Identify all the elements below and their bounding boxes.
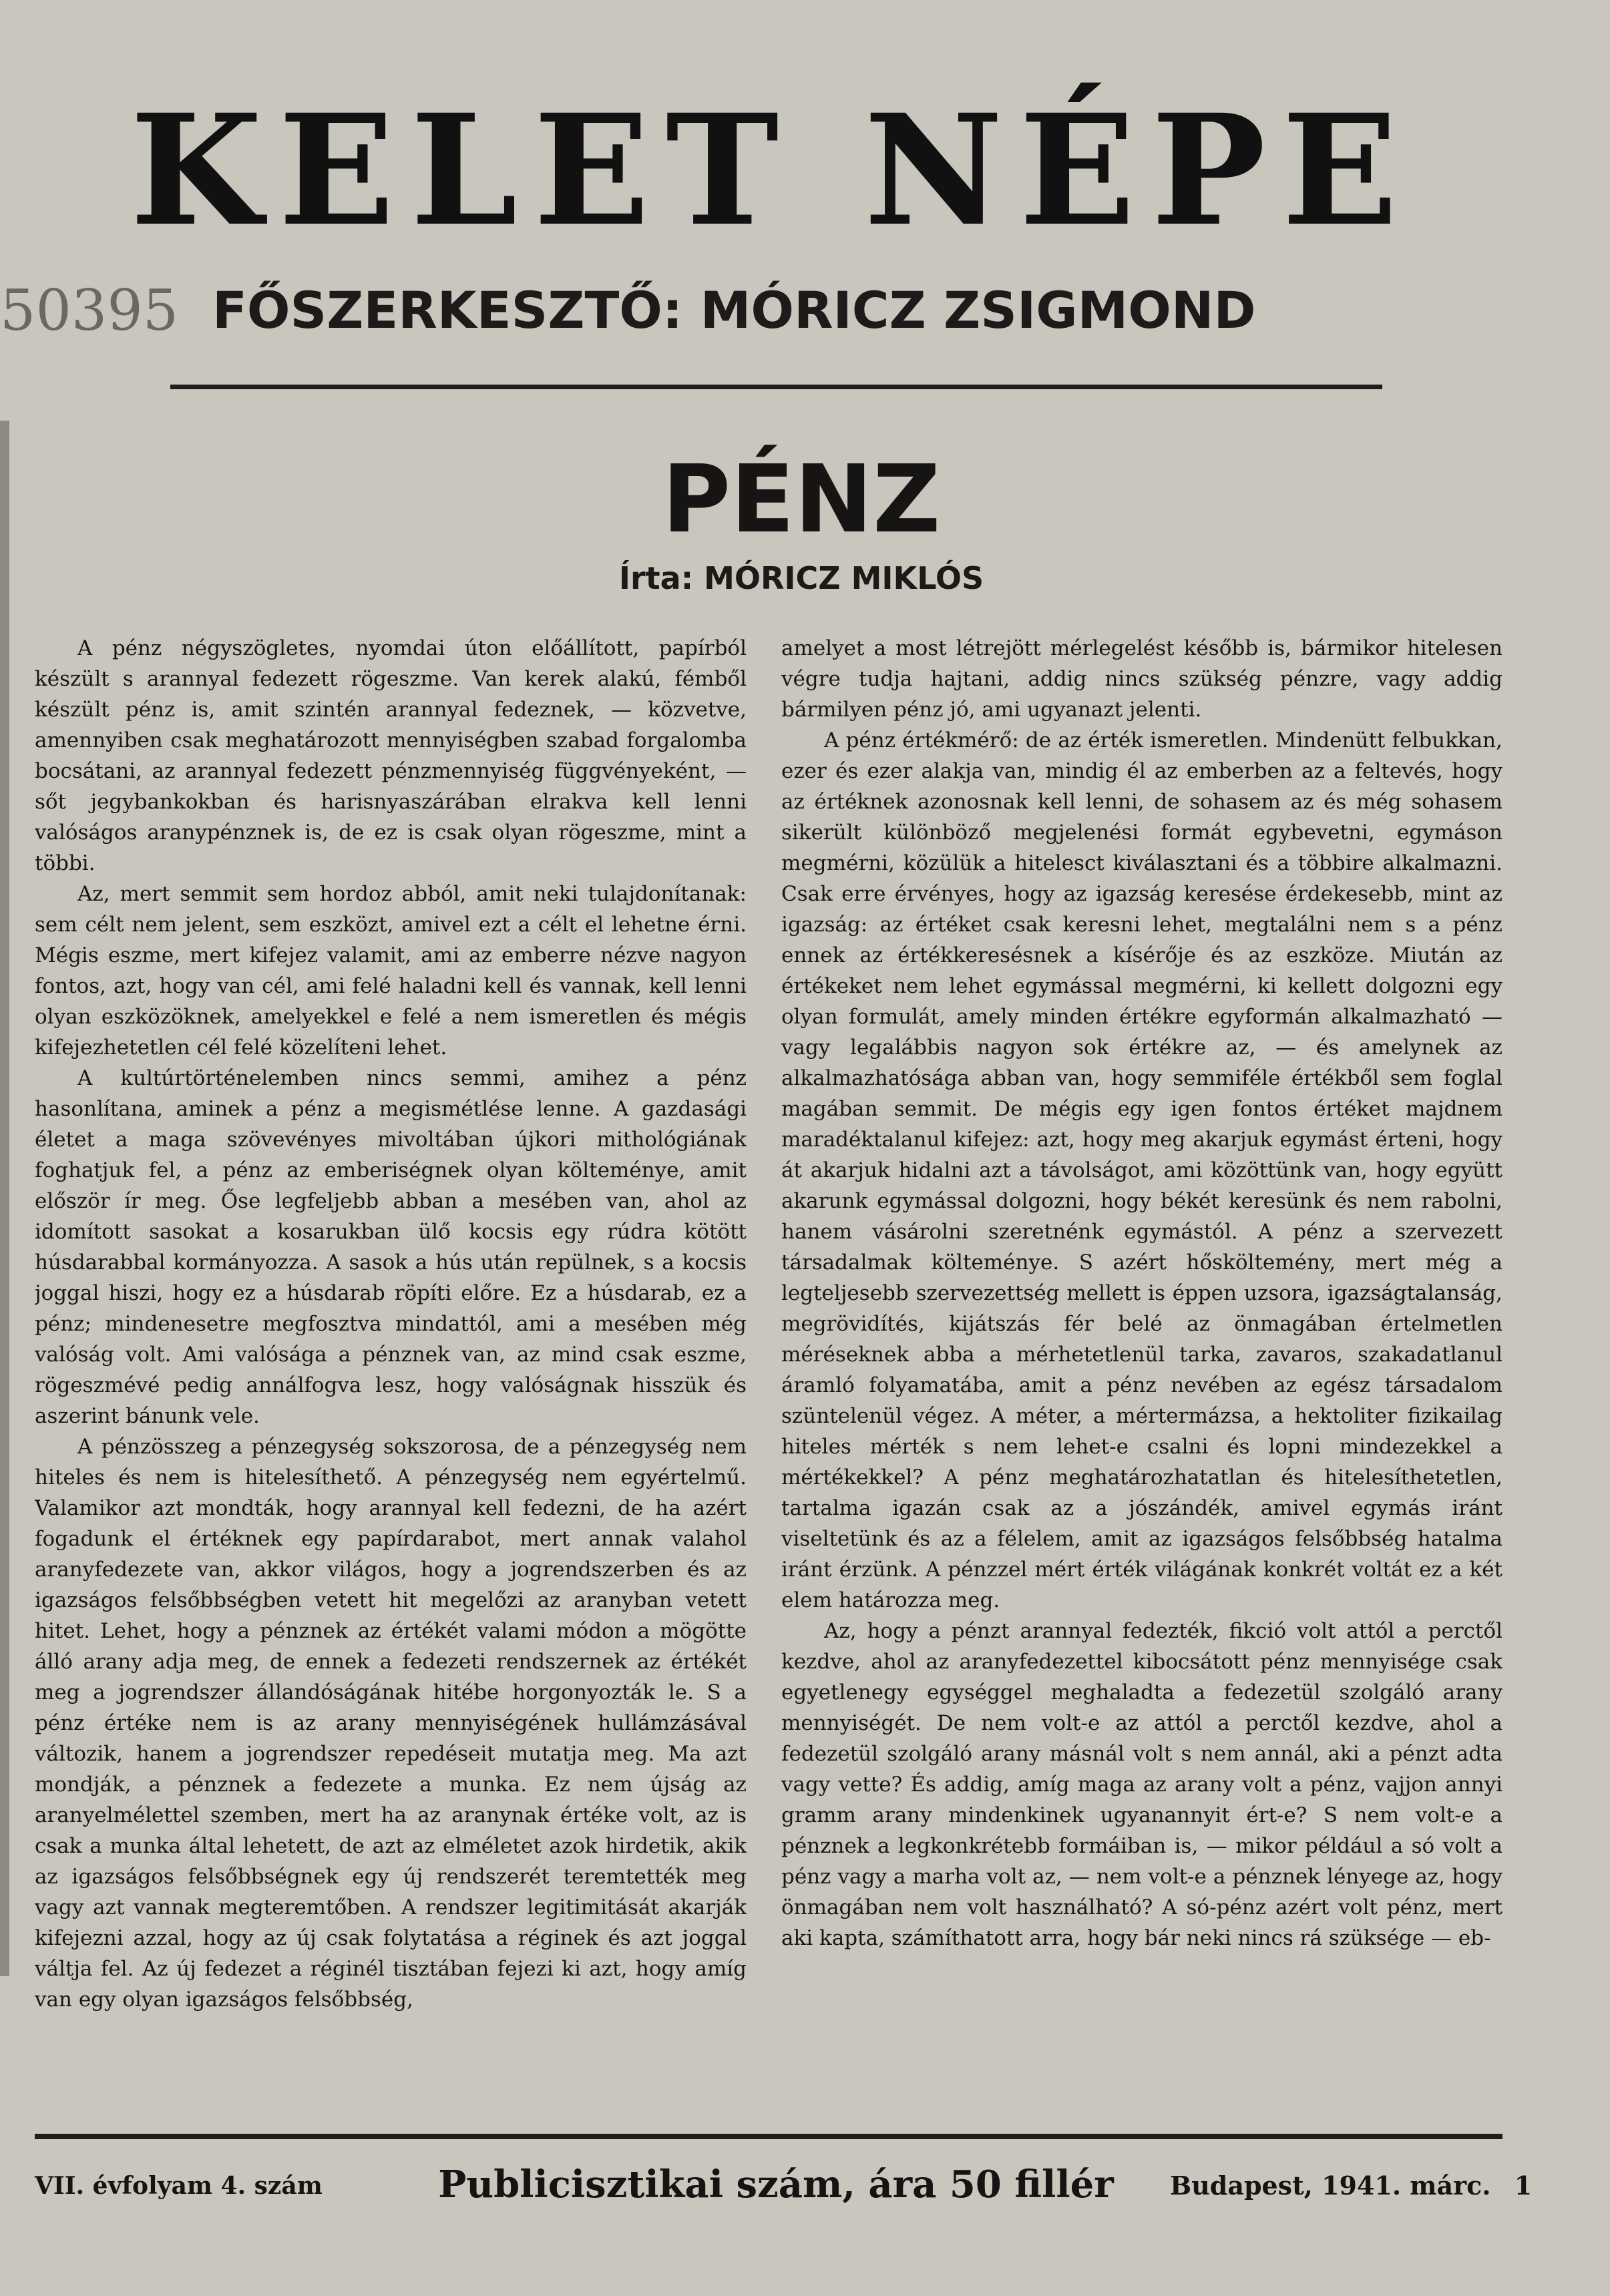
paragraph: A pénz értékmérő: de az érték ismeretlen. Mindenütt felbukkan, ezer és ezer alakja van, mindig él az emberben az a feltevés, hogy az értéknek azonosnak kell lenni, de sohasem az és még sohasem sikerült különböző megjelenési formát egybevetni, egymáson megmérni, közülük a hitelesct kiválasztani és a többire alkalmazni. Csak erre érvényes, hogy az igazság keresése érdekesebb, mint az igazság: az értéket csak keresni lehet, megtalálni nem s a pénz ennek az értékkeresésnek a kísérője és az eszköze. Miután az értékeket nem lehet egymással megmérni, ki kellett dolgozni egy olyan formulát, amely minden értékre egyformán alkalmazható — vagy legalábbis nagyon sok értékre az, — és amelynek az alkalmazhatósága abban van, hogy semmiféle értékből sem foglal magában semmit. De mégis egy igen fontos értéket majdnem maradéktalanul kifejez: azt, hogy meg akarjuk egymást érteni, hogy át akarjuk hidalni azt a távolságot, ami közöttünk van, hogy együtt akarunk egymással dolgozni, hogy békét keresünk és nem rabolni, hanem vásárolni szeretnénk egymástól. A pénz a szervezett társadalmak költeménye. S azért hősköltemény, mert még a legteljesebb szervezettség mellett is éppen uzsora, igazságtalanság, megrövidítés, kijátszás fér belé az önmagában értelmetlen méréseknek abba a mérhetetlenül tarka, zavaros, szakadatlanul áramló folyamatába, amit a pénz nevében az egész társadalom szüntelenül végez. A méter, a mértermázsa, a hektoliter fizikailag hiteles mérték s nem lehet-e csalni és lopni mindezekkel a mértékekkel? A pénz meghatározhatatlan és hitelesíthetetlen, tartalma igazán csak az a jószándék, amivel egymás iránt viseltetünk és az a félelem, amit az igazságos felsőbbség hatalma iránt érzünk. A pénzzel mért érték világának konkrét voltát ez a két elem határozza meg. bbox=[781, 728, 1502, 1612]
place-date-page bbox=[1170, 2166, 1533, 2206]
footer bbox=[35, 2151, 1533, 2218]
article-title: PÉNZ bbox=[662, 445, 941, 554]
masthead-title: KELET NÉPE bbox=[130, 81, 1414, 260]
paragraph: A pénz négyszögletes, nyomdai úton előállított, papírból készült s arannyal fedezett rögeszme. Van kerek alakú, fémből készült pénz is, amit szintén arannyal fedeznek, — közvetve, amennyiben csak meghatározott mennyiségben szabad forgalomba bocsátani, az arannyal fedezett pénzmennyiség függvényeként, — sőt jegybankokban és harisnyaszárában elrakva kell lenni valóságos aranypénznek is, de ez is csak olyan rögeszme, mint a többi. bbox=[35, 636, 747, 875]
paragraph: amelyet a most létrejött mérlegelést később is, bármikor hitelesen végre tudja hajtani, addig nincs szükség pénzre, vagy addig bármilyen pénz jó, ami ugyanazt jelenti. bbox=[781, 636, 1502, 722]
volume-info: VII. évfolyam 4. szám bbox=[35, 2172, 323, 2200]
place-date: Budapest, 1941. márc. bbox=[1170, 2170, 1491, 2201]
header-divider bbox=[170, 385, 1382, 389]
scan-edge-shadow bbox=[0, 421, 9, 1976]
issue-price: Publicisztikai szám, ára 50 fillér bbox=[438, 2162, 1114, 2207]
paragraph: Az, hogy a pénzt arannyal fedezték, fikció volt attól a perctől kezdve, ahol az aranyfedezettel kibocsátott pénz mennyisége csak egyetlenegy egységgel meghaladta a fedezetül szolgáló arany mennyiségét. De nem volt-e az attól a perctől kezdve, ahol a fedezetül szolgáló arany másnál volt s nem annál, aki a pénzt adta vagy vette? És addig, amíg maga az arany volt a pénz, vajjon annyi gramm arany mindenkinek ugyanannyit ért-e? S nem volt-e a pénznek a legkonkrétebb formáiban is, — mikor például a só volt a pénz vagy a marha volt az, — nem volt-e a pénznek lényege az, hogy önmagában nem volt használható? A só-pénz azért volt pénz, mert aki kapta, számíthatott arra, hogy bár neki nincs rá szüksége — eb- bbox=[781, 1619, 1502, 1950]
article-column-left bbox=[35, 633, 747, 2122]
page-number: 1 bbox=[1514, 2170, 1533, 2201]
issue-number: 50395 bbox=[0, 278, 179, 343]
footer-divider bbox=[35, 2134, 1502, 2139]
editor-line: FŐSZERKESZTŐ: MÓRICZ ZSIGMOND bbox=[212, 280, 1256, 340]
paragraph: A kultúrtörténelemben nincs semmi, amihez a pénz hasonlítana, aminek a pénz a megismétlése lenne. A gazdasági életet a maga szövevényes mivoltában újkori mithológiának foghatjuk fel, a pénz az emberiségnek olyan költeménye, amit először ír meg. Őse legfeljebb abban a mesében van, ahol az idomított sasokat a kosarukban ülő kocsis egy rúdra kötött húsdarabbal kormányozza. A sasok a hús után repülnek, s a kocsis joggal hiszi, hogy ez a húsdarab röpíti előre. Ez a húsdarab, ez a pénz; mindenesetre megfosztva mindattól, ami a mesében még valóság volt. Ami valósága a pénznek van, az mind csak eszme, rögeszmévé pedig annálfogva lesz, hogy valóságnak hisszük és aszerint bánunk vele. bbox=[35, 1066, 747, 1428]
article-column-right bbox=[781, 633, 1502, 2122]
article-byline: Írta: MÓRICZ MIKLÓS bbox=[618, 560, 984, 596]
paragraph: A pénzösszeg a pénzegység sokszorosa, de a pénzegység nem hiteles és nem is hitelesíthető. A pénzegység nem egyértelmű. Valamikor azt mondták, hogy arannyal kell fedezni, de ha azért fogadunk el értéknek egy papírdarabot, mert annak valahol aranyfedezete van, akkor világos, hogy a jogrendszerben és az igazságos felsőbbségben vetett hit megelőzi az aranyban vetett hitet. Lehet, hogy a pénznek az értékét valami módon a mögötte álló arany adja meg, de ennek a fedezeti rendszernek az értékét meg a jogrendszer állandóságának hitébe horgonyozták le. S a pénz értéke nem is az arany mennyiségének hullámzásával változik, hanem a jogrendszer repedéseit mutatja meg. Ma azt mondják, a pénznek a fedezete a munka. Ez nem újság az aranyelmélettel szemben, mert ha az aranynak értéke volt, az is csak a munka által lehetett, de azt az elméletet azok hirdetik, akik az igazságos felsőbbségnek egy új rendszerét teremtették meg vagy azt vannak megteremtőben. A rendszer legitimitását akarják kifejezni azzal, hogy az új csak folytatása a réginek és azt joggal váltja fel. Az új fedezet a réginél tisztában fejezi ki azt, hogy amíg van egy olyan igazságos felsőbbség, bbox=[35, 1435, 747, 2012]
paragraph: Az, mert semmit sem hordoz abból, amit neki tulajdonítanak: sem célt nem jelent, sem eszközt, amivel ezt a célt el lehetne érni. Mégis eszme, mert kifejez valamit, ami az emberre nézve nagyon fontos, azt, hogy van cél, ami felé haladni kell és vannak, kell lenni olyan eszközöknek, amelyekkel e felé a nem ismeretlen és mégis kifejezhetetlen cél felé közelíteni lehet. bbox=[35, 882, 747, 1060]
